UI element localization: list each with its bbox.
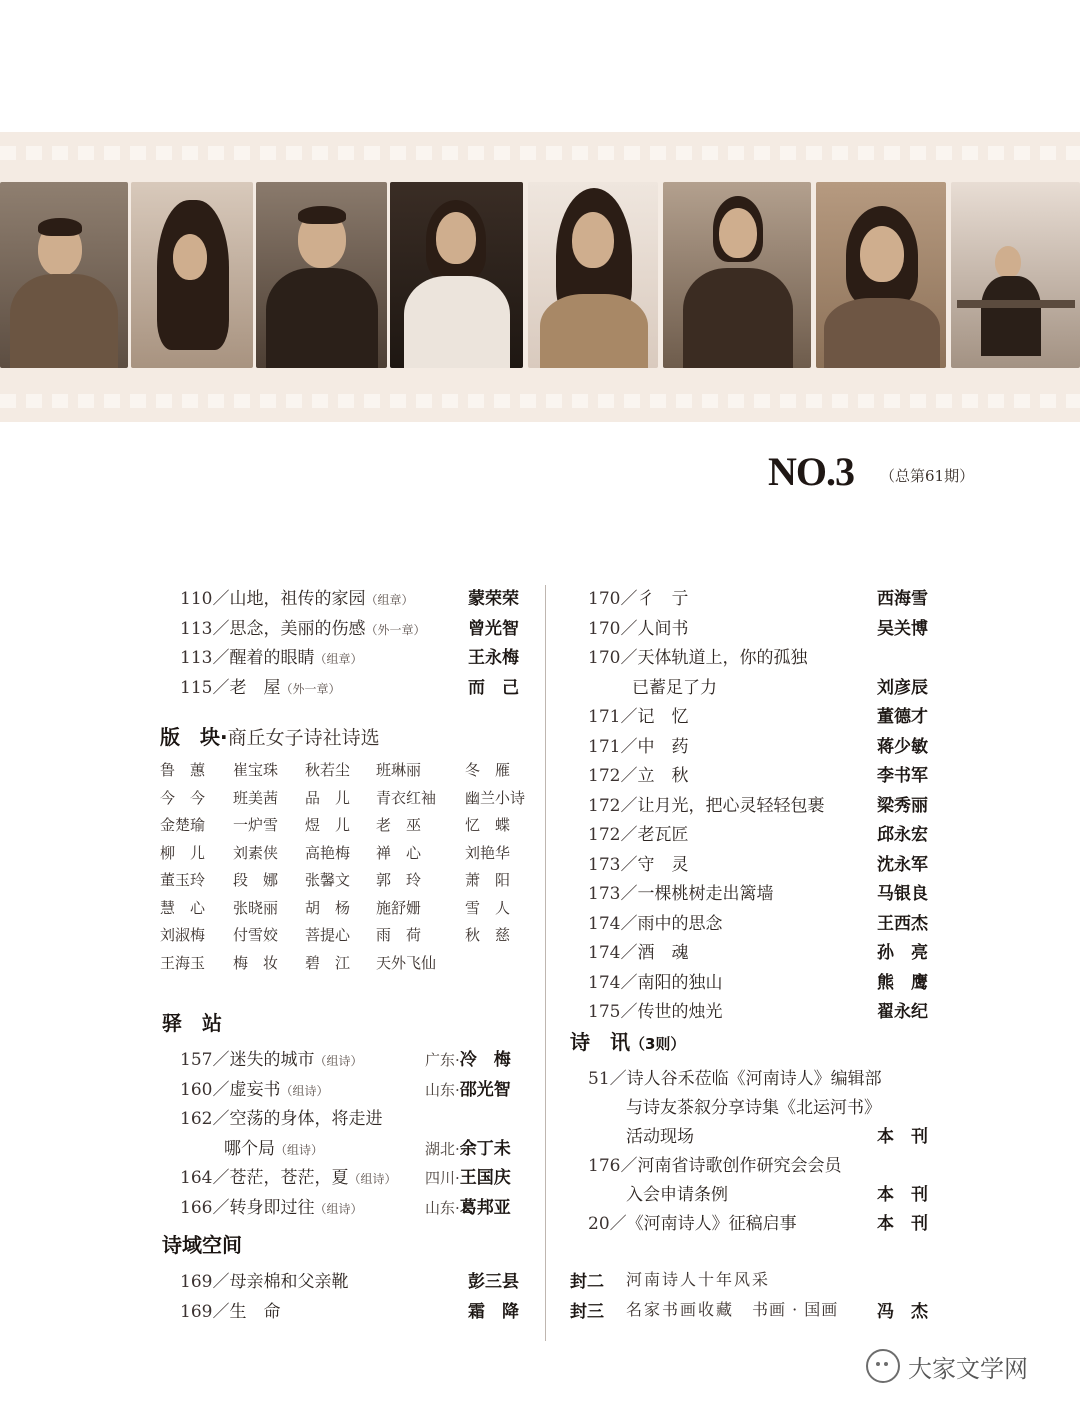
poet-name: 张馨文 xyxy=(305,871,351,889)
toc-entry xyxy=(588,614,688,639)
issue-number: NO.3 xyxy=(768,449,854,494)
author-name: 蒙荣荣 xyxy=(468,589,519,609)
poet-name: 菩提心 xyxy=(305,926,351,944)
poet-name: 刘淑梅 xyxy=(160,926,206,944)
slash: ／ xyxy=(620,795,638,816)
poet-name: 胡 杨 xyxy=(305,898,351,917)
author-name: 吴关博 xyxy=(877,618,928,639)
entry-title: 天体轨道上，你的孤独 xyxy=(637,648,808,668)
toc-entry xyxy=(588,820,688,845)
poet-name: 青衣红袖 xyxy=(376,788,437,807)
section-title-shiyu xyxy=(162,1229,242,1258)
toc-entry xyxy=(588,1151,841,1176)
entry-title: 彳 亍 xyxy=(637,589,689,609)
slash: ／ xyxy=(212,618,230,639)
author: 邵光智 xyxy=(459,1079,511,1100)
page-number: 51 xyxy=(588,1069,610,1089)
page-number: 166 xyxy=(180,1197,213,1218)
entry-note: （组诗） xyxy=(280,1083,329,1098)
cover-text: 名家书画收藏 xyxy=(626,1299,735,1319)
poet-name: 慧 心 xyxy=(160,898,206,917)
cover-label: 封二 xyxy=(570,1272,604,1292)
toc-entry xyxy=(626,1093,881,1118)
author-name: 彭三县 xyxy=(468,1272,519,1292)
slash: ／ xyxy=(620,943,638,963)
toc-entry xyxy=(180,1075,328,1100)
toc-entry xyxy=(588,879,773,904)
author-name: 西海雪 xyxy=(877,589,928,609)
toc-entry xyxy=(180,1163,396,1188)
poet-name: 崔宝珠 xyxy=(233,761,279,779)
slash: ／ xyxy=(212,1197,230,1218)
author-name: 马银良 xyxy=(877,884,928,904)
entry-title: 老瓦匠 xyxy=(637,825,689,845)
author-name: 刘彦辰 xyxy=(877,677,928,698)
page-number: 176 xyxy=(588,1156,621,1176)
author-name: 曾光智 xyxy=(468,618,519,639)
section-title-shixun xyxy=(570,1026,685,1055)
entry-title: 转身即过往 xyxy=(229,1197,315,1218)
poet-name: 萧 阳 xyxy=(465,871,511,889)
author-photo-5 xyxy=(528,182,658,368)
author-photo-7 xyxy=(816,182,946,368)
slash: ／ xyxy=(620,1156,638,1176)
author-name xyxy=(425,1134,511,1159)
page-number: 164 xyxy=(180,1168,213,1188)
poet-name: 郭 玲 xyxy=(376,871,422,889)
poet-name: 忆 蝶 xyxy=(465,816,511,834)
poet-name: 老 巫 xyxy=(376,816,422,834)
poet-name: 高艳梅 xyxy=(305,843,351,862)
toc-entry xyxy=(626,1122,694,1147)
page-number: 173 xyxy=(588,854,621,875)
toc-entry xyxy=(632,673,717,698)
author-region: 湖北· xyxy=(425,1139,460,1158)
entry-title: 守 灵 xyxy=(637,854,689,875)
entry-title: 醒着的眼睛 xyxy=(229,648,315,668)
toc-entry xyxy=(180,614,425,639)
entry-title: 入会申请条例 xyxy=(626,1185,728,1205)
page-number: 170 xyxy=(588,648,621,668)
author-name: 董德才 xyxy=(877,707,928,727)
film-perforations-bottom xyxy=(0,394,1080,408)
entry-title: 空荡的身体，将走进 xyxy=(229,1109,383,1129)
page-number: 157 xyxy=(180,1050,213,1070)
author-photo-8 xyxy=(951,182,1080,368)
entry-title: 生 命 xyxy=(229,1301,281,1322)
entry-note: （组诗） xyxy=(348,1172,397,1186)
wechat-icon xyxy=(866,1349,900,1383)
author-name: 王西杰 xyxy=(877,913,928,934)
toc-entry xyxy=(626,1180,728,1205)
entry-title: 《河南诗人》征稿启事 xyxy=(626,1214,797,1234)
toc-entry xyxy=(180,1297,280,1322)
entry-title: 酒 魂 xyxy=(637,943,689,963)
toc-entry xyxy=(588,909,722,934)
toc-entry xyxy=(588,732,688,757)
poet-name: 雪 人 xyxy=(465,898,511,917)
toc-entry xyxy=(180,1267,348,1292)
section-title: 诗 讯 xyxy=(570,1030,630,1054)
page-number: 172 xyxy=(588,795,621,816)
author-name: 霜 降 xyxy=(468,1301,519,1322)
page-number: 20 xyxy=(588,1214,610,1234)
page-number: 173 xyxy=(588,884,621,904)
author-name xyxy=(425,1163,511,1188)
poet-name: 品 儿 xyxy=(305,788,351,807)
toc-entry xyxy=(588,643,807,668)
entry-note: （组诗） xyxy=(275,1142,324,1157)
page-number: 170 xyxy=(588,589,621,609)
entry-title: 传世的烛光 xyxy=(637,1002,723,1022)
entry-title: 诗人谷禾莅临《河南诗人》编辑部 xyxy=(626,1069,882,1089)
author-photo-6 xyxy=(663,182,811,368)
toc-entry xyxy=(180,584,413,609)
entry-note: （组章） xyxy=(314,652,363,666)
slash: ／ xyxy=(212,1050,230,1070)
poet-name: 张晓丽 xyxy=(233,898,279,917)
author-photo-4 xyxy=(390,182,523,368)
page-number: 172 xyxy=(588,766,621,786)
author-photo-1 xyxy=(0,182,128,368)
poet-name: 刘艳华 xyxy=(465,843,511,862)
entry-note: （组诗） xyxy=(314,1201,363,1216)
page-number: 115 xyxy=(180,677,213,698)
entry-title: 山地，祖传的家园 xyxy=(229,589,366,609)
toc-entry xyxy=(588,938,688,963)
author-region: 四川· xyxy=(425,1169,460,1187)
author-name: 王永梅 xyxy=(468,648,519,668)
slash: ／ xyxy=(212,589,230,609)
section-title: 版 块 xyxy=(160,725,220,749)
toc-entry xyxy=(588,997,722,1022)
page-number: 160 xyxy=(180,1079,213,1100)
toc-entry xyxy=(180,1193,362,1218)
entry-note: （外一章） xyxy=(365,622,426,637)
entry-title: 雨中的思念 xyxy=(637,913,723,934)
poet-name: 王海玉 xyxy=(160,953,206,972)
toc-entry xyxy=(588,850,688,875)
page-number: 162 xyxy=(180,1109,213,1129)
cover-label: 封三 xyxy=(570,1301,604,1322)
entry-note: （组诗） xyxy=(314,1054,363,1068)
author: 余丁未 xyxy=(459,1138,511,1159)
toc-entry xyxy=(180,673,340,698)
page-number: 170 xyxy=(588,618,621,639)
author-region: 广东· xyxy=(425,1051,460,1069)
slash: ／ xyxy=(212,1079,230,1100)
slash: ／ xyxy=(620,618,638,639)
slash: ／ xyxy=(609,1069,627,1089)
author-name: 本 刊 xyxy=(877,1127,928,1147)
author-name: 邱永宏 xyxy=(877,825,928,845)
slash: ／ xyxy=(620,1002,638,1022)
slash: ／ xyxy=(609,1214,627,1234)
page-number: 174 xyxy=(588,972,621,993)
poet-name: 柳 儿 xyxy=(160,843,206,862)
page-number: 175 xyxy=(588,1002,621,1022)
watermark xyxy=(866,1348,1028,1384)
page-number: 174 xyxy=(588,943,621,963)
poet-name: 今 今 xyxy=(160,788,206,807)
page-number: 113 xyxy=(180,648,213,668)
entry-title: 与诗友茶叙分享诗集《北运河书》 xyxy=(626,1098,881,1118)
slash: ／ xyxy=(620,854,638,875)
entry-title: 苍茫，苍茫，夏 xyxy=(229,1168,349,1188)
slash: ／ xyxy=(212,1301,230,1322)
slash: ／ xyxy=(620,913,638,934)
toc-entry xyxy=(588,1064,882,1089)
poet-name: 鲁 蕙 xyxy=(160,761,206,779)
author-name: 本 刊 xyxy=(877,1185,928,1205)
author-name: 而 己 xyxy=(468,677,519,698)
section-title-yizhan xyxy=(162,1007,222,1036)
entry-note: （组章） xyxy=(365,593,414,607)
entry-title: 活动现场 xyxy=(626,1127,694,1147)
poet-name: 一炉雪 xyxy=(233,816,279,834)
author: 冷 梅 xyxy=(459,1050,511,1070)
poet-name: 冬 雁 xyxy=(465,761,511,779)
toc-entry xyxy=(224,1134,323,1159)
poet-name: 付雪姣 xyxy=(233,926,279,944)
entry-title: 让月光，把心灵轻轻包裹 xyxy=(637,795,825,816)
page-number: 113 xyxy=(180,618,213,639)
entry-title: 记 忆 xyxy=(637,707,689,727)
slash: ／ xyxy=(212,677,230,698)
slash: ／ xyxy=(212,1109,230,1129)
poet-name: 幽兰小诗 xyxy=(465,788,526,807)
poet-name: 秋 慈 xyxy=(465,926,511,944)
section-title-banban xyxy=(160,721,380,750)
slash: ／ xyxy=(620,648,638,668)
slash: ／ xyxy=(212,1272,230,1292)
author-photo-2 xyxy=(131,182,253,368)
section-subtitle: 商丘女子诗社诗选 xyxy=(227,727,380,749)
page-number: 169 xyxy=(180,1272,213,1292)
page-number: 171 xyxy=(588,707,621,727)
author: 葛邦亚 xyxy=(459,1197,511,1218)
author-region: 山东· xyxy=(425,1198,460,1217)
slash: ／ xyxy=(620,736,638,757)
author-name: 梁秀丽 xyxy=(877,795,928,816)
entry-title: 人间书 xyxy=(637,618,689,639)
author-name xyxy=(425,1045,511,1070)
toc-entry xyxy=(588,1209,797,1234)
poet-name: 刘素侠 xyxy=(233,843,279,862)
page-number: 174 xyxy=(588,913,621,934)
section-title: 诗域空间 xyxy=(162,1233,242,1257)
toc-entry xyxy=(588,584,688,609)
author-name: 沈永军 xyxy=(877,854,928,875)
slash: ／ xyxy=(620,884,638,904)
entry-title: 立 秋 xyxy=(637,766,689,786)
cover-extra: 书画 · 国画 xyxy=(752,1299,839,1319)
author-name xyxy=(425,1075,511,1100)
slash: ／ xyxy=(620,825,638,845)
author-name: 熊 鹰 xyxy=(877,972,928,993)
author-region: 山东· xyxy=(425,1080,460,1099)
entry-title: 思念，美丽的伤感 xyxy=(229,618,366,639)
author: 王国庆 xyxy=(459,1168,511,1188)
poet-name: 天外飞仙 xyxy=(376,953,437,972)
slash: ／ xyxy=(620,972,638,993)
entry-title: 河南省诗歌创作研究会会员 xyxy=(637,1156,842,1176)
toc-entry xyxy=(180,1045,362,1070)
entry-title: 已蓄足了力 xyxy=(632,677,717,698)
poet-name: 禅 心 xyxy=(376,843,422,862)
watermark-text: 大家文学网 xyxy=(908,1354,1028,1383)
slash: ／ xyxy=(620,589,638,609)
author-name: 孙 亮 xyxy=(877,943,928,963)
section-count: （3则） xyxy=(630,1035,686,1053)
poet-name: 施舒姗 xyxy=(376,898,422,917)
toc-entry xyxy=(588,968,722,993)
slash: ／ xyxy=(212,648,230,668)
poet-name: 煜 儿 xyxy=(305,816,351,834)
author-name: 李书军 xyxy=(877,766,928,786)
entry-title: 老 屋 xyxy=(229,677,281,698)
entry-title: 迷失的城市 xyxy=(229,1050,315,1070)
author-name: 本 刊 xyxy=(877,1214,928,1234)
section-title: 驿 站 xyxy=(162,1011,222,1035)
issue-total: （总第61期） xyxy=(880,467,975,485)
author-photo-3 xyxy=(256,182,387,368)
toc-entry xyxy=(588,702,688,727)
poet-name: 秋若尘 xyxy=(305,761,351,779)
slash: ／ xyxy=(620,766,638,786)
page-number: 169 xyxy=(180,1301,213,1322)
poet-name: 段 娜 xyxy=(233,871,279,889)
page-number: 172 xyxy=(588,825,621,845)
entry-note: （外一章） xyxy=(280,681,341,696)
poet-name: 金楚瑜 xyxy=(160,816,206,834)
film-perforations-top xyxy=(0,146,1080,160)
page-number: 110 xyxy=(180,589,213,609)
poet-name: 梅 妆 xyxy=(233,953,279,972)
author-photo-strip xyxy=(0,182,1080,368)
slash: ／ xyxy=(620,707,638,727)
toc-entry xyxy=(180,643,362,668)
author-name: 翟永纪 xyxy=(877,1002,928,1022)
poet-name: 班美茜 xyxy=(233,788,279,807)
poet-name: 碧 江 xyxy=(305,953,351,972)
entry-title: 一棵桃树走出篱墙 xyxy=(637,884,774,904)
section-dot: · xyxy=(220,725,228,749)
entry-title: 母亲棉和父亲靴 xyxy=(229,1272,349,1292)
cover-text: 河南诗人十年风采 xyxy=(626,1270,771,1289)
slash: ／ xyxy=(212,1168,230,1188)
entry-title: 南阳的独山 xyxy=(637,972,723,993)
toc-entry xyxy=(588,791,824,816)
poet-name: 董玉玲 xyxy=(160,871,206,889)
poet-name: 雨 荷 xyxy=(376,926,422,944)
toc-entry xyxy=(588,761,688,786)
page-number: 171 xyxy=(588,736,621,757)
author-name xyxy=(425,1193,511,1218)
entry-title: 虚妄书 xyxy=(229,1079,281,1100)
author-name: 冯 杰 xyxy=(877,1301,928,1322)
poet-name: 班琳丽 xyxy=(376,761,422,779)
toc-entry xyxy=(180,1104,382,1129)
author-name: 蒋少敏 xyxy=(877,736,928,757)
entry-title: 中 药 xyxy=(637,736,689,757)
column-divider xyxy=(545,585,546,1341)
entry-title: 哪个局 xyxy=(224,1138,275,1159)
